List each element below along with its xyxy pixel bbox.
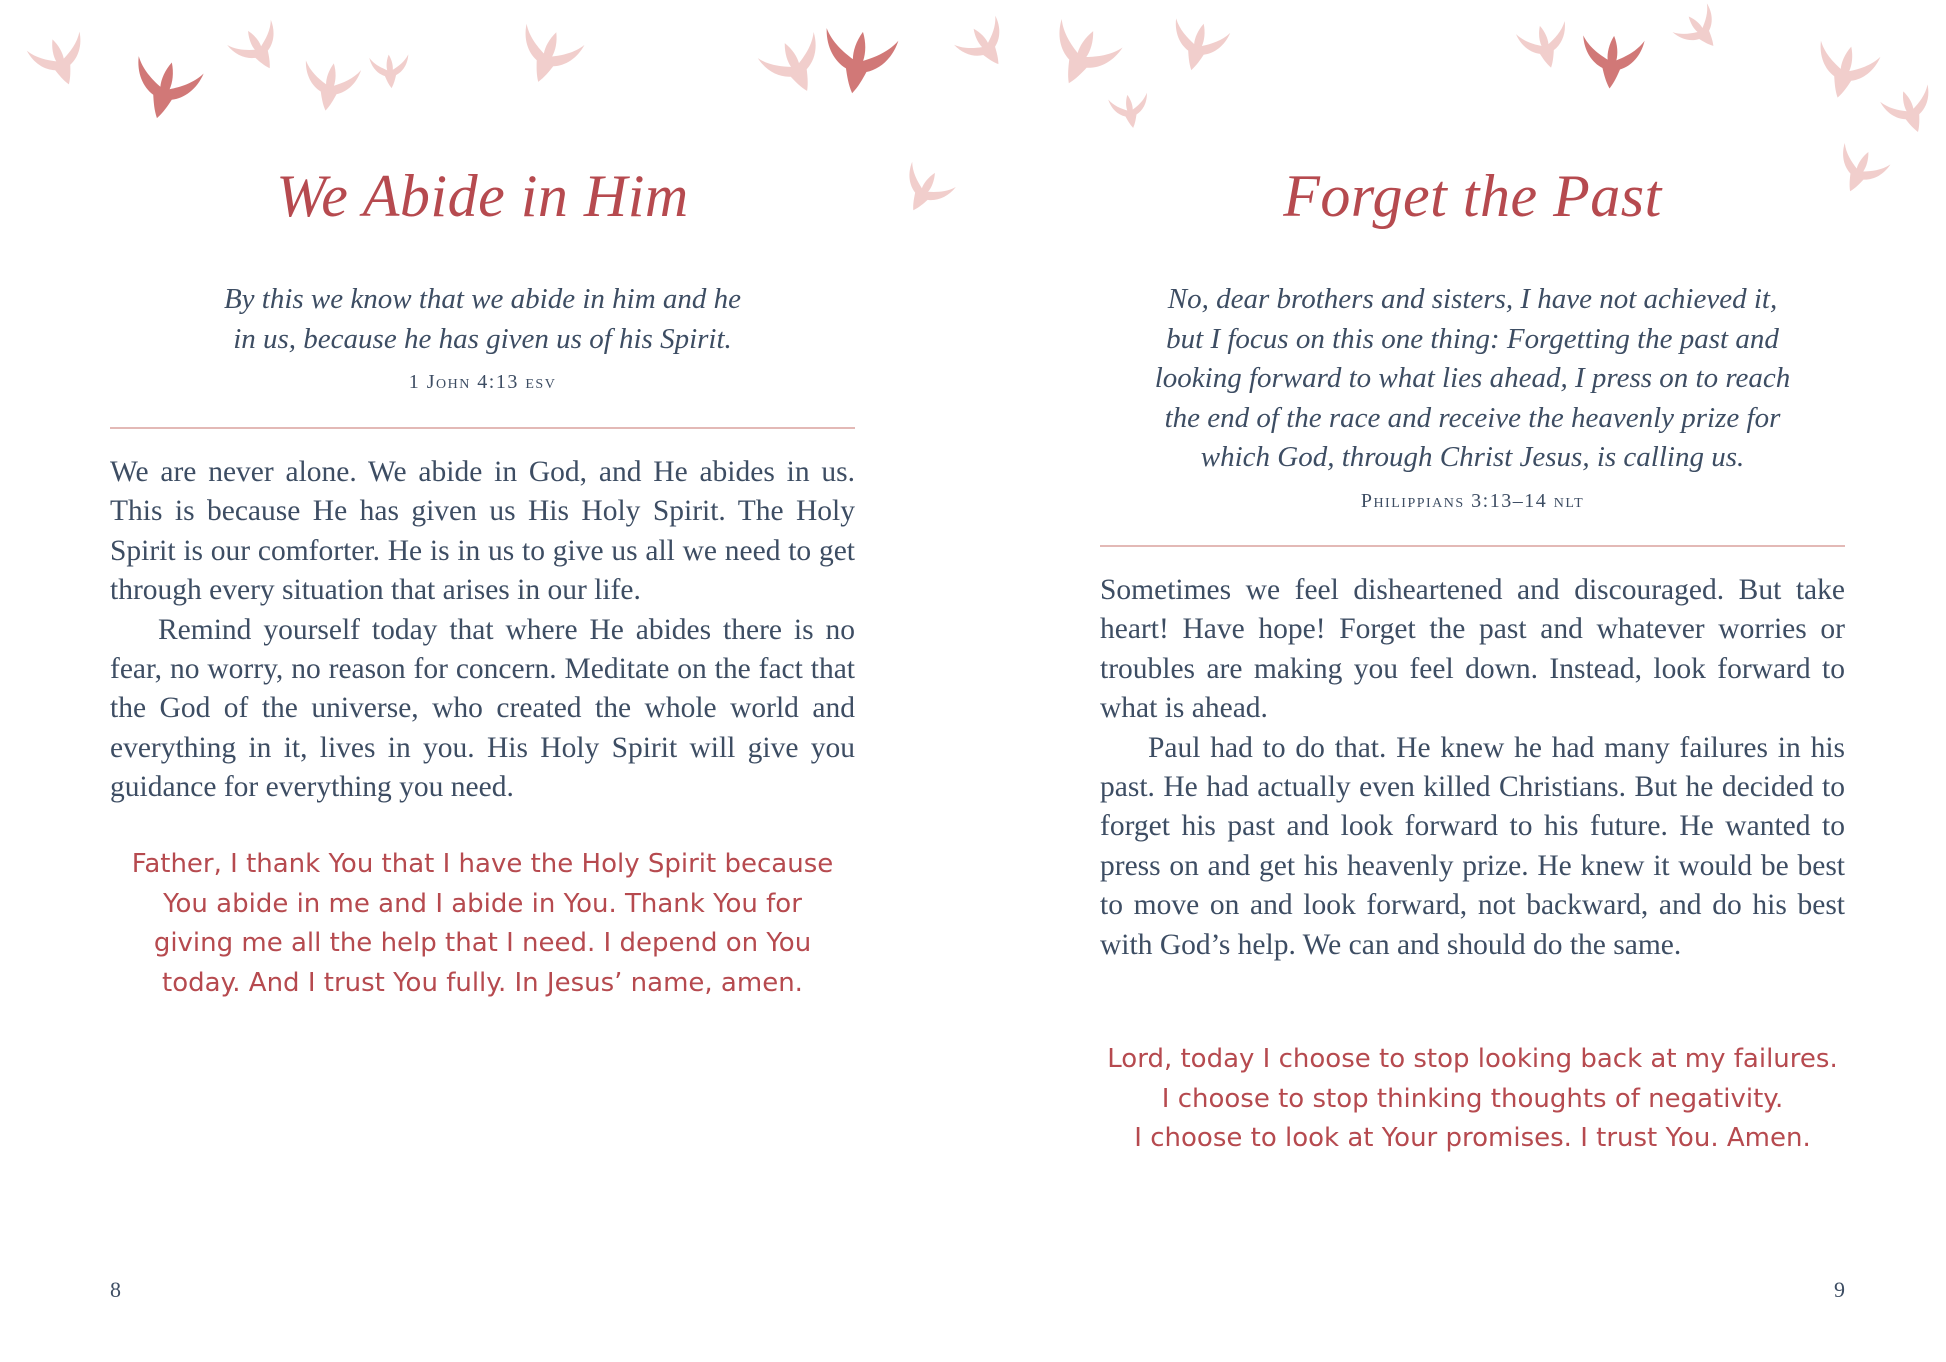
- prayer: [110, 845, 855, 1003]
- verse-line: looking forward to what lies ahead, I press on to reach: [1154, 362, 1791, 394]
- devotional-body: [110, 453, 855, 808]
- page-title: Forget the Past: [1283, 163, 1662, 229]
- body-paragraph: Sometimes we feel disheartened and discouraged. But take heart! Have hope! Forget the past and whatever worries or troubles are making you feel down. Instead, look forward to what is ahead.: [1100, 574, 1845, 725]
- prayer-line: Father, I thank You that I have the Holy Spirit because: [131, 849, 834, 879]
- verse-line: By this we know that we abide in him and he: [223, 283, 742, 315]
- prayer-line: You abide in me and I abide in You. Thank You for: [163, 888, 802, 919]
- bird-icon: [26, 30, 95, 94]
- page-number: 9: [1834, 1277, 1845, 1302]
- verse-line: in us, because he has given us of his Spirit.: [233, 322, 732, 355]
- prayer-line: giving me all the help that I need. I depend on You: [153, 928, 812, 958]
- scripture-verse: [1100, 280, 1845, 521]
- bird-icon: [891, 160, 956, 223]
- bird-icon: [1880, 83, 1942, 141]
- right-page: [1100, 0, 1845, 1362]
- prayer-line: I choose to stop thinking thoughts of negativity.: [1161, 1083, 1784, 1114]
- divider-rule: [110, 427, 855, 429]
- prayer-line: Lord, today I choose to stop looking back at my failures.: [1107, 1044, 1838, 1074]
- body-paragraph: Paul had to do that. He knew he had many failures in his past. He had actually even killed Christians. But he decided to forget his past and look forward to his future. He wanted to press on and get his heavenly prize. He knew it would be best to move on and look forward, not backward, and do his best with God’s help. We can and should do the same.: [1100, 731, 1845, 961]
- verse-line: but I focus on this one thing: Forgetting the past and: [1166, 322, 1779, 355]
- left-page: [110, 0, 855, 1362]
- body-paragraph: We are never alone. We abide in God, and He abides in us. This is because He has given us His Holy Spirit. The Holy Spirit is our comforter. He is in us to give us all we need to get through every situation that arises in our life.: [110, 456, 855, 607]
- verse-line: which God, through Christ Jesus, is calling us.: [1200, 441, 1745, 473]
- prayer: [1100, 1040, 1845, 1159]
- page-title: We Abide in Him: [276, 163, 689, 229]
- scripture-verse: [110, 280, 855, 403]
- verse-reference: Philippians 3:13–14 nlt: [1360, 489, 1585, 512]
- divider-rule: [1100, 545, 1845, 547]
- prayer-line: I choose to look at Your promises. I trust You. Amen.: [1134, 1123, 1811, 1153]
- prayer-line: today. And I trust You fully. In Jesus’ name, amen.: [162, 967, 803, 998]
- verse-line: the end of the race and receive the heavenly prize for: [1164, 401, 1781, 434]
- verse-line: No, dear brothers and sisters, I have not achieved it,: [1167, 283, 1778, 315]
- body-paragraph: Remind yourself today that where He abides there is no fear, no worry, no reason for concern. Meditate on the fact that the God of the universe, who created the whole world and everything in it, lives in you. His Holy Spirit will give you guidance for everything you need.: [110, 613, 855, 804]
- page-number: 8: [110, 1277, 121, 1302]
- bird-icon: [953, 14, 1019, 78]
- devotional-body: [1100, 571, 1845, 965]
- verse-reference: 1 John 4:13 esv: [408, 371, 557, 393]
